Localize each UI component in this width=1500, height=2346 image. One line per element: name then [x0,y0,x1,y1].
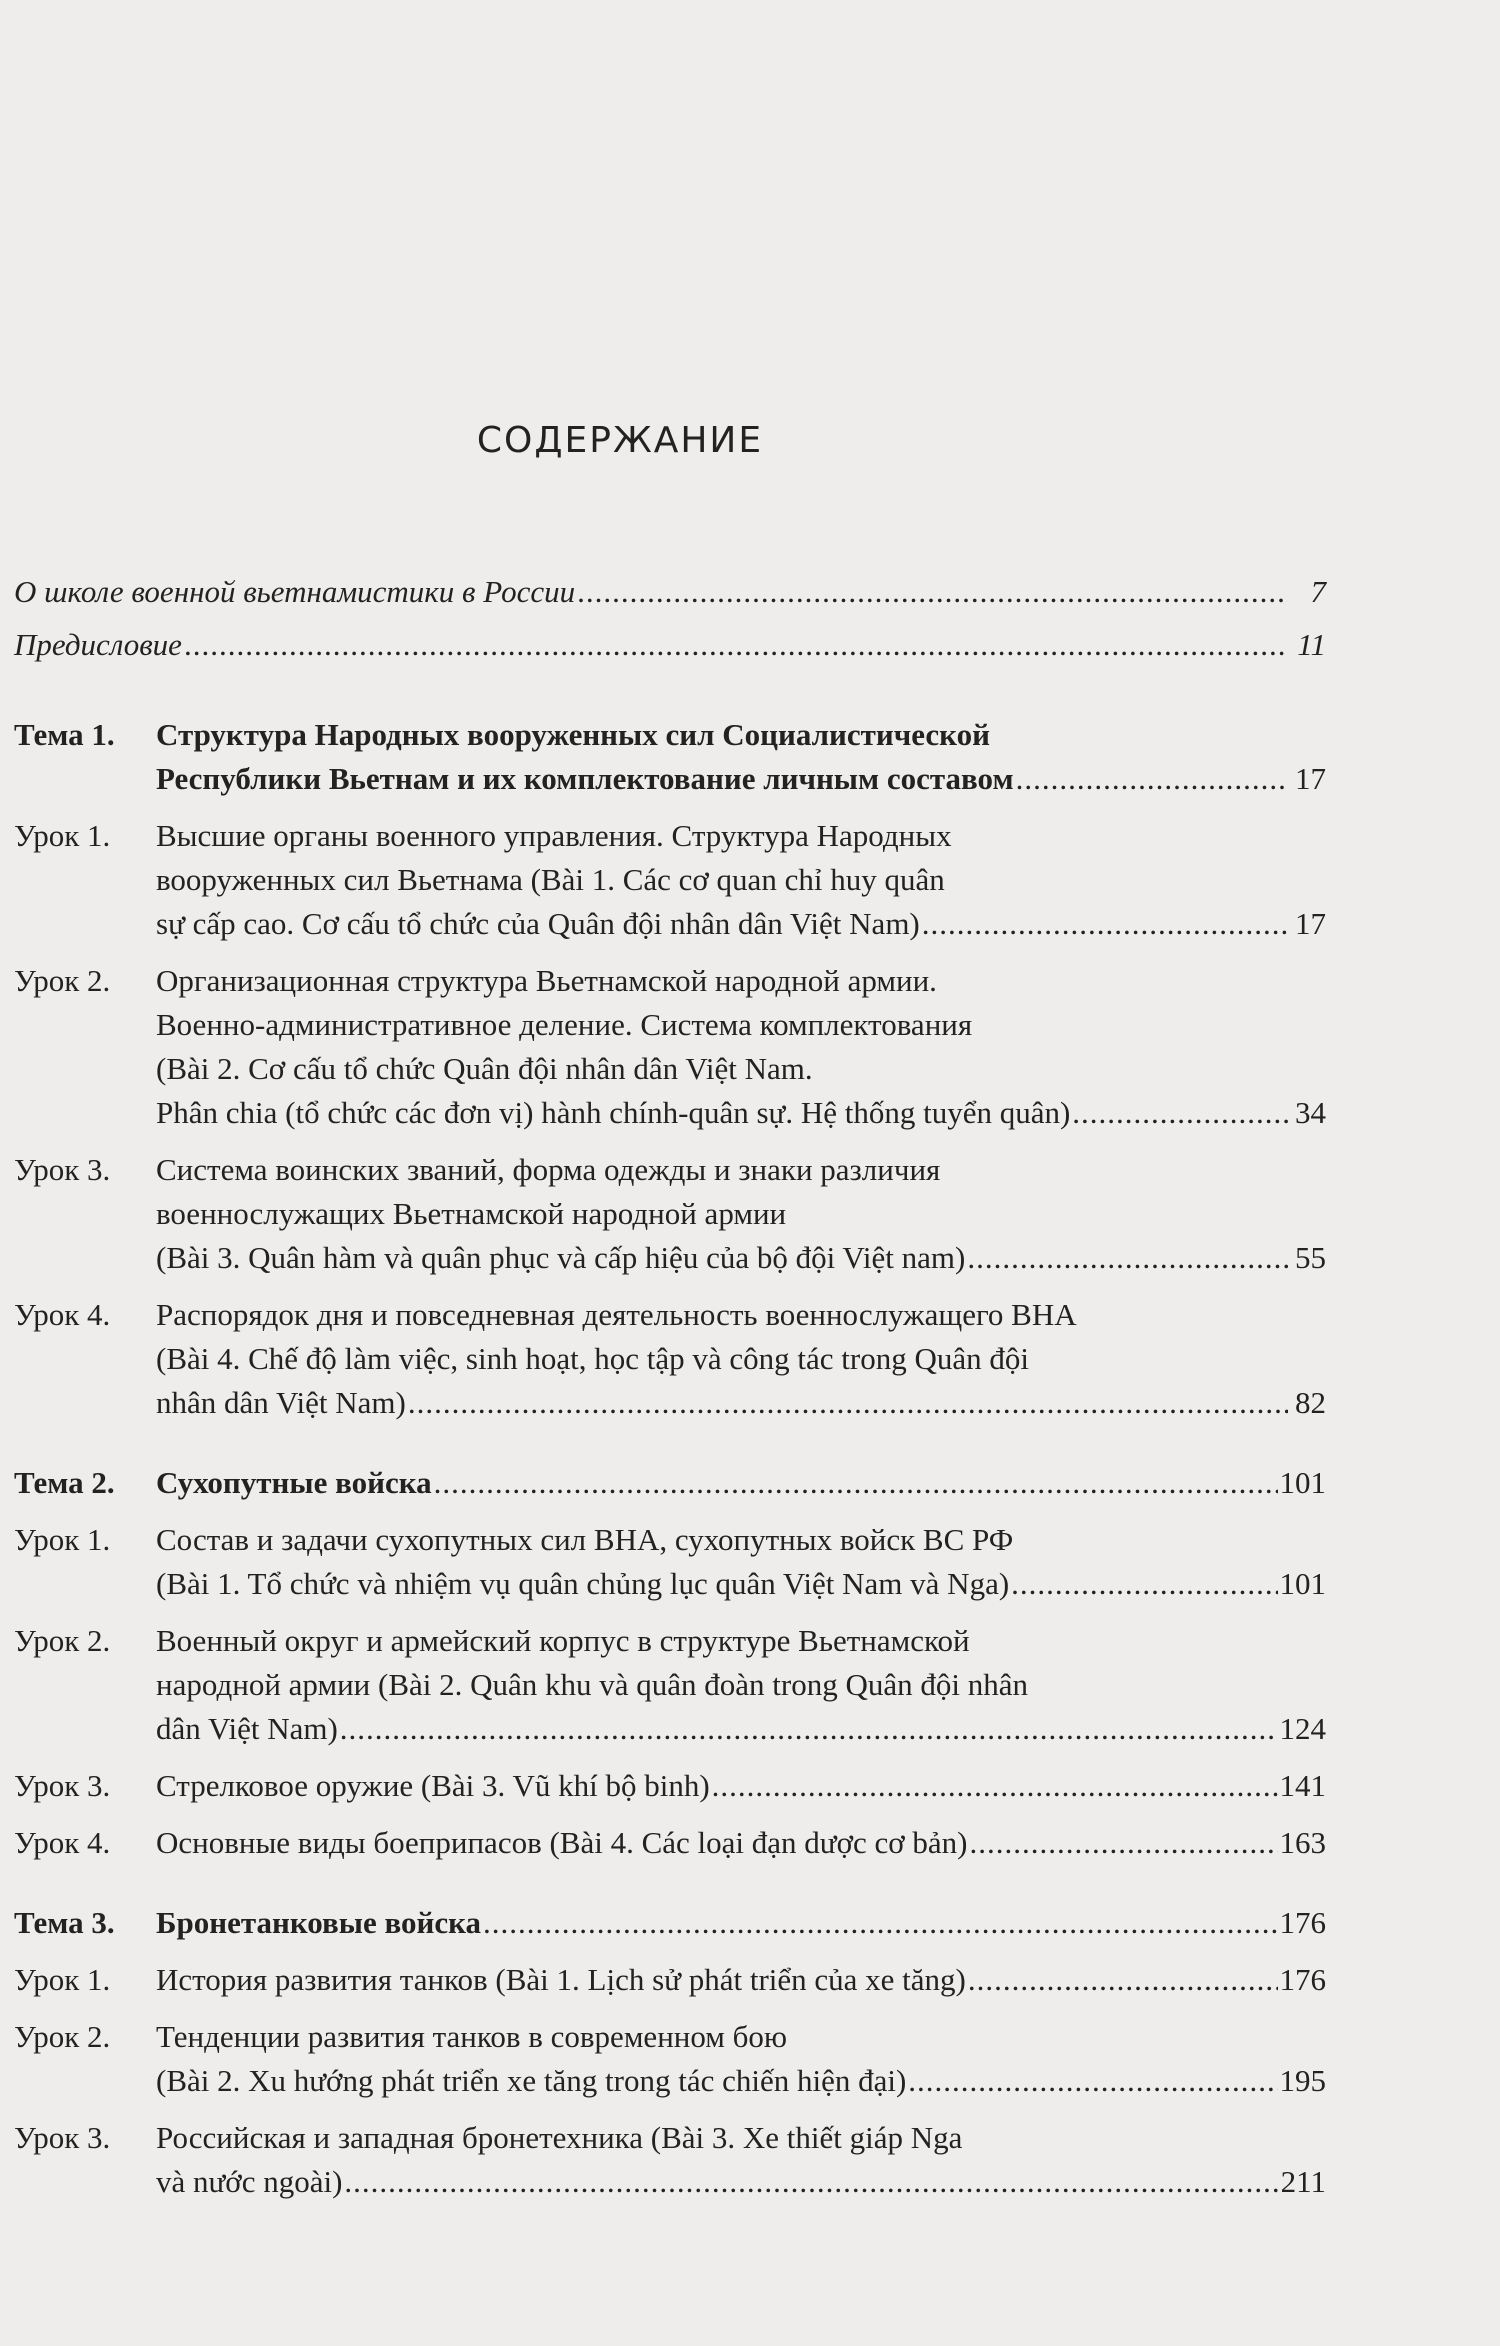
lesson-entry-text [156,1821,1326,1865]
entry-line: nhân dân Việt Nam) [156,1385,406,1420]
topic-entry-text [156,1461,1326,1505]
page-number: 82 [1295,1385,1326,1420]
entry-last-line [156,757,1326,801]
entry-line: Структура Народных вооруженных сил Социалистической [156,717,990,752]
leader-dots [908,2059,1277,2103]
entry-line: военнослужащих Вьетнамской народной армии [156,1196,787,1231]
lesson-entry [14,1148,1326,1280]
lesson-entry [14,1619,1326,1751]
intro-entry [14,623,1326,667]
entry-line: dân Việt Nam) [156,1711,338,1746]
page-number: 101 [1279,1566,1326,1601]
leader-dots [922,902,1288,946]
lesson-entry-text [156,959,1326,1135]
lesson-entry [14,1764,1326,1808]
page-number: 141 [1279,1768,1326,1803]
lesson-entry-text [156,814,1326,946]
leader-dots [1072,1091,1288,1135]
lesson-entry-number: Урок 3. [14,1152,111,1187]
topic-entry-text [156,1901,1326,1945]
entry-line: Состав и задачи сухопутных сил ВНА, сухопутных войск ВС РФ [156,1522,1014,1557]
leader-dots [434,1461,1278,1505]
page-number: 195 [1279,2063,1326,2098]
lesson-entry-text [156,1148,1326,1280]
topic-entry [14,713,1326,801]
entry-line: Распорядок дня и повседневная деятельность военнослужащего ВНА [156,1297,1077,1332]
entry-last-line [156,1901,1326,1945]
leader-dots [967,1236,1288,1280]
entry-last-line [156,1461,1326,1505]
lesson-entry-number: Урок 2. [14,2019,111,2054]
entry-last-line [156,1958,1326,2002]
topic-entry-number: Тема 2. [14,1465,115,1500]
lesson-entry [14,814,1326,946]
entry-last-line [156,1764,1326,1808]
entry-line: (Bài 2. Cơ cấu tổ chức Quân đội nhân dân Việt Nam. [156,1051,813,1086]
entry-last-line [156,1821,1326,1865]
topic-entry-number: Тема 1. [14,717,115,752]
leader-dots [969,1821,1277,1865]
intro-entry-title: Предисловие [14,627,182,662]
lesson-entry [14,2015,1326,2103]
topic-entry [14,1461,1326,1505]
lesson-entry [14,1518,1326,1606]
page-number: 176 [1279,1905,1326,1940]
entry-last-line [156,1707,1326,1751]
topic-entry [14,1901,1326,1945]
page-number: 17 [1295,761,1326,796]
page-number: 211 [1280,2164,1326,2199]
lesson-entry-text [156,2015,1326,2103]
page-number: 55 [1295,1240,1326,1275]
entry-line: và nước ngoài) [156,2164,343,2199]
entry-last-line [156,2160,1326,2204]
entry-line: Республики Вьетнам и их комплектование личным составом [156,761,1014,796]
lesson-entry-number: Урок 3. [14,1768,111,1803]
lesson-entry [14,1958,1326,2002]
page-number: 176 [1279,1962,1326,1997]
leader-dots [577,570,1288,614]
leader-dots [1016,757,1288,801]
leader-dots [184,623,1288,667]
entry-line: народной армии (Bài 2. Quân khu và quân đoàn trong Quân đội nhân [156,1667,1028,1702]
entry-line: Сухопутные войска [156,1465,432,1500]
entry-last-line [156,1091,1326,1135]
leader-dots [340,1707,1278,1751]
lesson-entry-number: Урок 4. [14,1297,111,1332]
entry-line: Тенденции развития танков в современном бою [156,2019,788,2054]
entry-last-line [156,902,1326,946]
lesson-entry-text [156,2116,1326,2204]
leader-dots [344,2160,1278,2204]
table-of-contents [14,570,1326,2217]
entry-last-line [156,2059,1326,2103]
lesson-entry-number: Урок 2. [14,1623,111,1658]
entry-line: (Bài 2. Xu hướng phát triển xe tăng trong tác chiến hiện đại) [156,2063,907,2098]
page-number: 101 [1279,1465,1326,1500]
page-title: СОДЕРЖАНИЕ [476,420,764,461]
entry-line: Организационная структура Вьетнамской народной армии. [156,963,937,998]
lesson-entry-text [156,1293,1326,1425]
topic-entry-text [156,713,1326,801]
intro-entry [14,570,1326,614]
lesson-entry [14,2116,1326,2204]
page-number: 17 [1295,906,1326,941]
entry-line: (Bài 4. Chế độ làm việc, sinh hoạt, học tập và công tác trong Quân đội [156,1341,1029,1376]
entry-line: sự cấp cao. Cơ cấu tổ chức của Quân đội nhân dân Việt Nam) [156,906,920,941]
leader-dots [483,1901,1277,1945]
page-number: 34 [1295,1095,1326,1130]
lesson-entry-text [156,1958,1326,2002]
lesson-entry-number: Урок 4. [14,1825,111,1860]
entry-line: Стрелковое оружие (Bài 3. Vũ khí bộ binh) [156,1768,710,1803]
entry-line: Военно-административное деление. Система комплектования [156,1007,973,1042]
entry-last-line [156,1236,1326,1280]
entry-line: Высшие органы военного управления. Структура Народных [156,818,952,853]
page-number: 163 [1279,1825,1326,1860]
lesson-entry-text [156,1764,1326,1808]
intro-entry-title: О школе военной вьетнамистики в России [14,574,576,609]
entry-line: вооруженных сил Вьетнама (Bài 1. Các cơ quan chỉ huy quân [156,862,945,897]
lesson-entry-text [156,1619,1326,1751]
topic-entry-number: Тема 3. [14,1905,115,1940]
lesson-entry-number: Урок 1. [14,1522,111,1557]
lesson-entry-text [156,1518,1326,1606]
leader-dots [968,1958,1278,2002]
page-number: 11 [1297,627,1326,662]
lesson-entry [14,959,1326,1135]
entry-last-line [156,1562,1326,1606]
entry-line: История развития танков (Bài 1. Lịch sử phát triển của xe tăng) [156,1962,966,1997]
lesson-entry-number: Урок 2. [14,963,111,998]
lesson-entry-number: Урок 1. [14,818,111,853]
lesson-entry [14,1293,1326,1425]
page-number: 7 [1310,574,1326,609]
entry-line: Основные виды боеприпасов (Bài 4. Các loại đạn dược cơ bản) [156,1825,968,1860]
entry-line: Бронетанковые войска [156,1905,482,1940]
lesson-entry-number: Урок 1. [14,1962,111,1997]
leader-dots [408,1381,1288,1425]
leader-dots [712,1764,1278,1808]
entry-line: (Bài 1. Tổ chức và nhiệm vụ quân chủng lục quân Việt Nam và Nga) [156,1566,1010,1601]
lesson-entry [14,1821,1326,1865]
entry-last-line [156,1381,1326,1425]
entry-line: Военный округ и армейский корпус в структуре Вьетнамской [156,1623,970,1658]
entry-line: Система воинских званий, форма одежды и знаки различия [156,1152,941,1187]
lesson-entry-number: Урок 3. [14,2120,111,2155]
leader-dots [1011,1562,1277,1606]
entry-line: Phân chia (tổ chức các đơn vị) hành chính-quân sự. Hệ thống tuyển quân) [156,1095,1071,1130]
entry-line: Российская и западная бронетехника (Bài 3. Xe thiết giáp Nga [156,2120,963,2155]
page-number: 124 [1279,1711,1326,1746]
entry-line: (Bài 3. Quân hàm và quân phục và cấp hiệu của bộ đội Việt nam) [156,1240,966,1275]
